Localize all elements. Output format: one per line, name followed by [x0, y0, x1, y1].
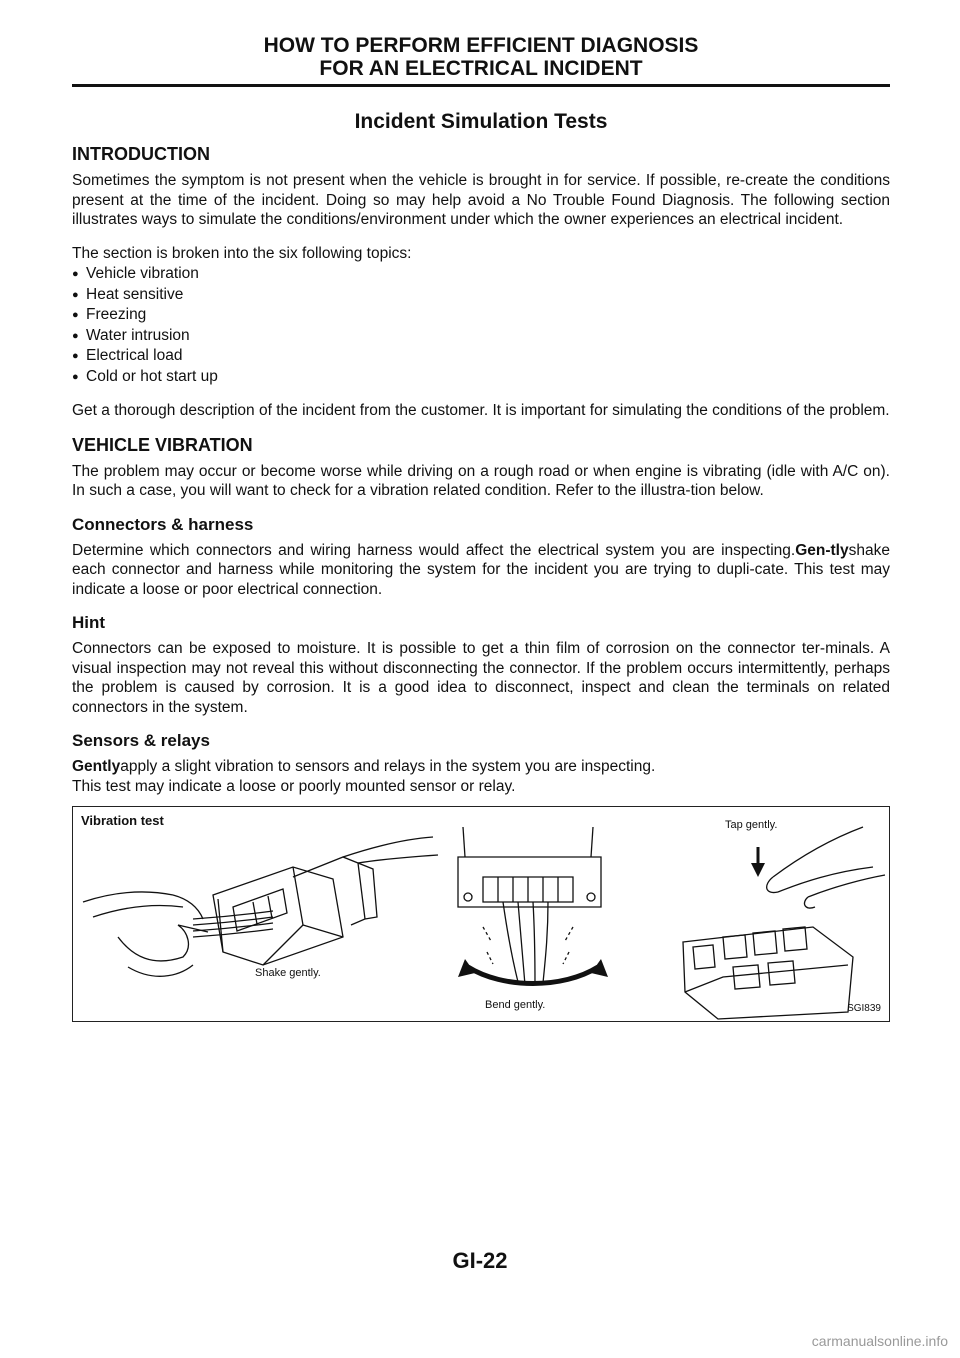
connectors-text-end: shake each connector and harness while monitoring the system for the incident you are trying to dupli-cate. This test may indicate a loose or poor electrical connection. — [72, 541, 890, 598]
bend-label: Bend gently. — [485, 999, 546, 1011]
introduction-paragraph-2: The section is broken into the six following topics: — [72, 244, 412, 262]
shake-label: Shake gently. — [255, 967, 321, 979]
figure-title: Vibration test — [81, 813, 164, 828]
page-header — [72, 34, 890, 80]
hint-heading: Hint — [72, 613, 106, 632]
introduction-paragraph-1: Sometimes the symptom is not present when the vehicle is brought in for service. If possible, re-create the conditions present at the time of the incident. Doing so may help avoid a No Trouble Found Diagnosis. The following section illustrates ways to simulate the conditions/environment under which the owner experiences an electrical incident. — [72, 172, 890, 228]
topic-item: ● Freezing — [72, 305, 890, 326]
page-content — [72, 110, 890, 1022]
watermark: carmanualsonline.info — [811, 1333, 948, 1349]
figure-code: SGI839 — [847, 1003, 881, 1014]
connectors-text-start: Determine which connectors and wiring harness would affect the electrical system you are inspecting. — [72, 541, 796, 559]
topic-item: ● Water intrusion — [72, 326, 890, 347]
vehicle-vibration-paragraph: The problem may occur or become worse while driving on a rough road or when engine is vibrating (idle with A/C on). In such a case, you will want to check for a vibration related condition. Refer to the illustra-tion below. — [72, 462, 890, 499]
header-line-1: HOW TO PERFORM EFFICIENT DIAGNOSIS — [263, 34, 699, 57]
sensors-paragraph — [72, 757, 890, 796]
connectors-paragraph — [72, 541, 890, 600]
topic-item: ● Electrical load — [72, 346, 890, 367]
page-number: GI-22 — [452, 1248, 508, 1273]
sensors-text-2: This test may indicate a loose or poorly mounted sensor or relay. — [72, 777, 516, 795]
topic-item: ● Heat sensitive — [72, 285, 890, 306]
topic-list — [72, 264, 890, 387]
header-line-2: FOR AN ELECTRICAL INCIDENT — [319, 57, 643, 80]
vehicle-vibration-heading: VEHICLE VIBRATION — [72, 434, 253, 455]
tap-label: Tap gently. — [725, 819, 778, 831]
sensors-emphasis: Gently — [72, 758, 121, 775]
sensors-heading: Sensors & relays — [72, 731, 210, 750]
topic-item: ● Vehicle vibration — [72, 264, 890, 285]
introduction-paragraph-3: Get a thorough description of the incident from the customer. It is important for simulating the conditions of the problem. — [72, 402, 890, 419]
header-rule — [72, 84, 890, 87]
vibration-test-illustration — [73, 807, 889, 1021]
introduction-heading: INTRODUCTION — [72, 144, 210, 164]
connectors-emphasis: Gen-tly — [795, 541, 849, 559]
topic-item: ● Cold or hot start up — [72, 367, 890, 388]
hint-paragraph: Connectors can be exposed to moisture. It is possible to get a thin film of corrosion on the connector ter-minals. A visual inspection may not reveal this without disconnecting the connector. If the problem occurs intermittently, perhaps the problem is caused by corrosion. It is a good idea to disconnect, inspect and clean the terminals on related connectors in the system. — [72, 640, 890, 716]
connectors-heading: Connectors & harness — [72, 514, 254, 534]
vibration-test-figure — [72, 806, 890, 1022]
section-title: Incident Simulation Tests — [354, 110, 608, 133]
sensors-text: apply a slight vibration to sensors and relays in the system you are inspecting. — [120, 758, 656, 775]
